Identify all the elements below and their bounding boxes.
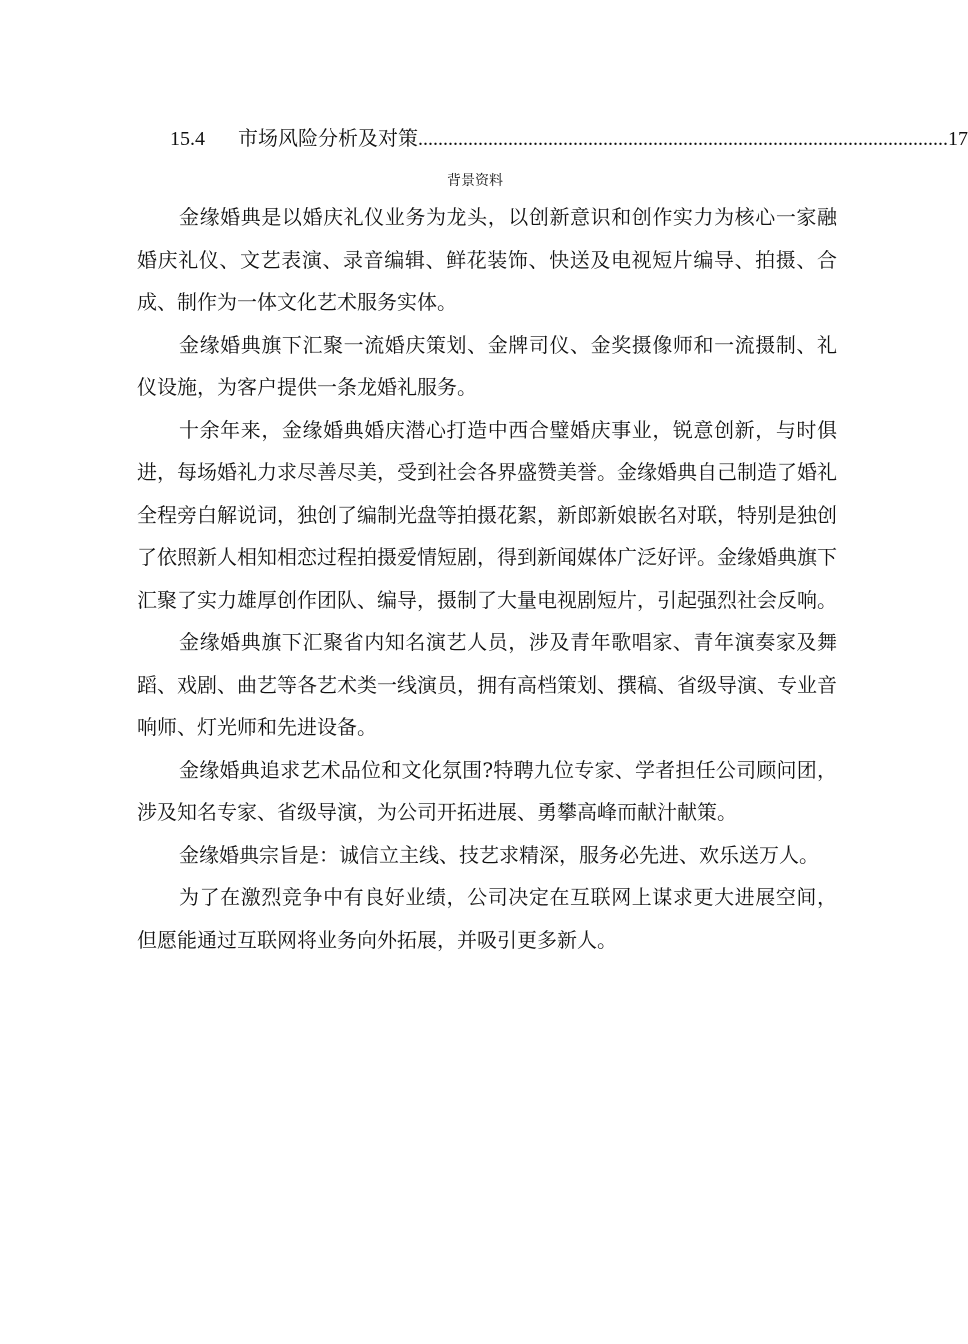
paragraph-advisors: 金缘婚典追求艺术品位和文化氛围?特聘九位专家、学者担任公司顾问团，涉及知名专家、省级导演，为公司开拓进展、勇攀高峰而献汁献策。 bbox=[137, 757, 837, 824]
paragraph-history: 十余年来，金缘婚典婚庆潜心打造中西合璧婚庆事业，锐意创新，与时俱进，每场婚礼力求尽善尽美，受到社会各界盛赞美誉。金缘婚典自己制造了婚礼全程旁白解说词，独创了编制光盘等拍摄花絮，新郎新娘嵌名对联，特别是独创了依照新人相知相恋过程拍摄爱情短剧，得到新闻媒体广泛好评。金缘婚典旗下汇聚了实力雄厚创作团队、编导，摄制了大量电视剧短片，引起强烈社会反响。 bbox=[137, 417, 837, 612]
section-heading: 背景资料 bbox=[447, 173, 503, 189]
body-text bbox=[137, 196, 837, 961]
paragraph-mission: 金缘婚典宗旨是：诚信立主线、技艺求精深，服务必先进、欢乐送万人。 bbox=[179, 842, 819, 867]
toc-entry[interactable] bbox=[170, 124, 968, 152]
toc-entry-leader-dots: .......................................................................................................... bbox=[418, 128, 948, 150]
toc-entry-number: 15.4 bbox=[170, 128, 205, 150]
paragraph-company-intro: 金缘婚典是以婚庆礼仪业务为龙头，以创新意识和创作实力为核心一家融婚庆礼仪、文艺表演、录音编辑、鲜花装饰、快送及电视短片编导、拍摄、合成、制作为一体文化艺术服务实体。 bbox=[137, 205, 837, 314]
paragraph-internet-plan: 为了在激烈竞争中有良好业绩，公司决定在互联网上谋求更大进展空间，但愿能通过互联网将业务向外拓展，并吸引更多新人。 bbox=[137, 885, 837, 952]
toc-entry-page-number: 17 bbox=[948, 128, 968, 150]
paragraph-services: 金缘婚典旗下汇聚一流婚庆策划、金牌司仪、金奖摄像师和一流摄制、礼仪设施，为客户提供一条龙婚礼服务。 bbox=[137, 332, 837, 399]
toc-entry-title: 市场风险分析及对策 bbox=[238, 126, 418, 150]
paragraph-performers: 金缘婚典旗下汇聚省内知名演艺人员，涉及青年歌唱家、青年演奏家及舞蹈、戏剧、曲艺等各艺术类一线演员，拥有高档策划、撰稿、省级导演、专业音响师、灯光师和先进设备。 bbox=[137, 630, 837, 739]
